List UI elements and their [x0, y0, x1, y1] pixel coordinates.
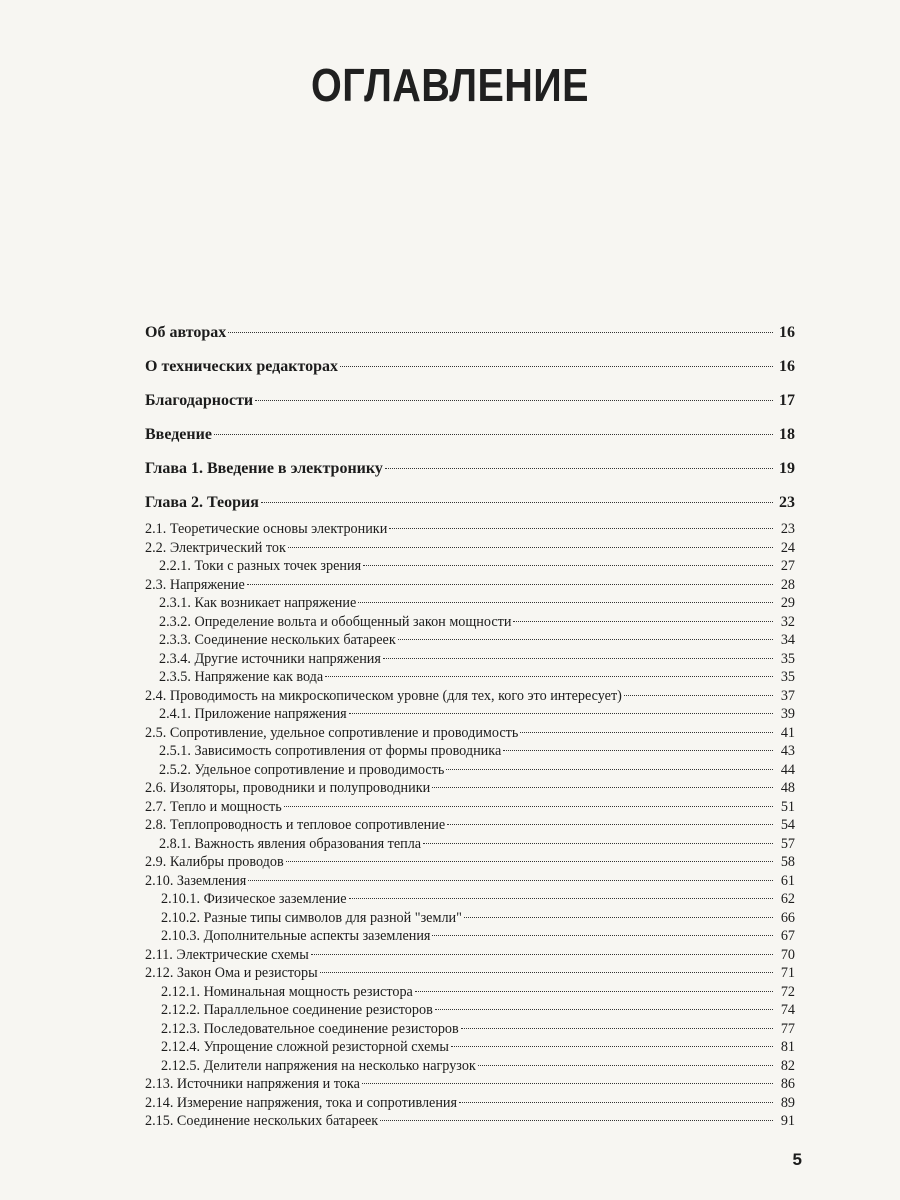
toc-entry[interactable]	[145, 1112, 795, 1131]
toc-entry-title: 2.3.5. Напряжение как вода	[159, 669, 324, 685]
table-of-contents	[145, 316, 795, 1131]
toc-entry-page: 17	[779, 392, 795, 409]
toc-entry-page: 16	[779, 324, 795, 341]
toc-entry-page: 29	[780, 595, 795, 611]
toc-entry-page: 54	[780, 817, 795, 833]
toc-entry-page: 72	[780, 983, 795, 1000]
toc-entry-title: 2.8. Теплопроводность и тепловое сопротивление	[145, 817, 446, 833]
toc-entry-page: 39	[780, 706, 795, 722]
toc-entry-page: 91	[780, 1113, 795, 1129]
toc-entry-page: 41	[780, 724, 795, 741]
toc-entry-page: 62	[780, 891, 795, 907]
toc-entry-page: 23	[780, 521, 795, 537]
dot-leader	[447, 824, 773, 825]
page-number: 5	[792, 1150, 802, 1169]
dot-leader	[248, 880, 773, 881]
toc-entry[interactable]	[145, 779, 795, 798]
dot-leader	[311, 954, 773, 955]
toc-entry[interactable]	[145, 631, 795, 650]
toc-entry[interactable]	[145, 853, 795, 872]
toc-entry[interactable]	[145, 872, 795, 891]
dot-leader	[288, 547, 773, 548]
toc-entry-page: 58	[780, 854, 795, 870]
toc-entry[interactable]	[145, 927, 795, 946]
toc-entry-title: 2.5.2. Удельное сопротивление и проводимость	[159, 761, 445, 778]
dot-leader	[325, 676, 773, 677]
dot-leader	[520, 732, 773, 733]
toc-entry-title: 2.3.1. Как возникает напряжение	[159, 595, 357, 611]
toc-entry-title: 2.10.3. Дополнительные аспекты заземления	[161, 928, 431, 944]
toc-entry[interactable]	[145, 650, 795, 669]
dot-leader	[513, 621, 773, 622]
toc-entry[interactable]	[145, 418, 795, 452]
toc-entry-title: 2.3.4. Другие источники напряжения	[159, 650, 381, 667]
toc-entry-title: 2.9. Калибры проводов	[145, 854, 284, 870]
dot-leader	[362, 1083, 773, 1084]
toc-entry-title: 2.12.1. Номинальная мощность резистора	[161, 983, 413, 1000]
toc-entry-page: 77	[780, 1020, 795, 1037]
toc-entry-title: 2.4. Проводимость на микроскопическом уровне (для тех, кого это интересует)	[145, 687, 622, 704]
toc-entry[interactable]	[145, 983, 795, 1002]
toc-entry-page: 67	[780, 928, 795, 944]
toc-entry-title: 2.12.3. Последовательное соединение резисторов	[161, 1020, 459, 1037]
dot-leader	[464, 917, 773, 918]
toc-entry-title: Об авторах	[145, 324, 227, 341]
dot-leader	[389, 528, 773, 529]
toc-entry[interactable]	[145, 946, 795, 965]
toc-entry[interactable]	[145, 668, 795, 687]
toc-entry-page: 89	[780, 1094, 795, 1111]
toc-entry[interactable]	[145, 539, 795, 558]
toc-entry-page: 48	[780, 780, 795, 796]
toc-entry-title: 2.5. Сопротивление, удельное сопротивление и проводимость	[145, 724, 519, 741]
dot-leader	[286, 861, 773, 862]
dot-leader	[459, 1102, 773, 1103]
toc-entry[interactable]	[145, 557, 795, 576]
dot-leader	[358, 602, 773, 603]
toc-entry[interactable]	[145, 384, 795, 418]
dot-leader	[432, 787, 773, 788]
toc-entry-page: 16	[779, 358, 795, 375]
toc-entry-page: 82	[780, 1057, 795, 1074]
dot-leader	[446, 769, 773, 770]
dot-leader	[398, 639, 773, 640]
toc-entry-title: 2.8.1. Важность явления образования тепла	[159, 835, 422, 852]
toc-entry-page: 81	[780, 1039, 795, 1055]
toc-entry-page: 74	[780, 1002, 795, 1018]
toc-entry-page: 51	[780, 798, 795, 815]
toc-entry[interactable]	[145, 890, 795, 909]
toc-entry[interactable]	[145, 742, 795, 761]
toc-entry-page: 19	[779, 460, 795, 477]
dot-leader	[415, 991, 773, 992]
dot-leader	[228, 332, 773, 333]
dot-leader	[503, 750, 773, 751]
toc-entry[interactable]	[145, 1001, 795, 1020]
dot-leader	[423, 843, 773, 844]
toc-entry-title: Благодарности	[145, 392, 254, 409]
toc-entry[interactable]	[145, 1057, 795, 1076]
toc-entry-page: 43	[780, 743, 795, 759]
dot-leader	[340, 366, 773, 367]
dot-leader	[432, 935, 773, 936]
toc-entry[interactable]	[145, 576, 795, 595]
toc-entry[interactable]	[145, 1020, 795, 1039]
dot-leader	[461, 1028, 773, 1029]
toc-entry-page: 27	[780, 558, 795, 574]
toc-entry-page: 71	[780, 965, 795, 981]
toc-entry[interactable]	[145, 761, 795, 780]
toc-entry-title: 2.6. Изоляторы, проводники и полупроводники	[145, 780, 431, 796]
toc-entry-title: 2.2.1. Токи с разных точек зрения	[159, 558, 362, 574]
toc-entry[interactable]	[145, 835, 795, 854]
toc-entry[interactable]	[145, 964, 795, 983]
toc-entry-title: 2.11. Электрические схемы	[145, 946, 309, 963]
toc-entry[interactable]	[145, 816, 795, 835]
toc-entry-title: 2.1. Теоретические основы электроники	[145, 521, 388, 537]
toc-entry[interactable]	[145, 724, 795, 743]
toc-entry-title: 2.4.1. Приложение напряжения	[159, 706, 347, 722]
dot-leader	[247, 584, 773, 585]
dot-leader	[624, 695, 773, 696]
toc-entry-title: 2.14. Измерение напряжения, тока и сопротивления	[145, 1094, 458, 1111]
toc-entry-title: 2.12.5. Делители напряжения на несколько нагрузок	[161, 1057, 476, 1074]
toc-entry-title: 2.3.2. Определение вольта и обобщенный закон мощности	[159, 613, 512, 630]
toc-entry[interactable]	[145, 1094, 795, 1113]
toc-entry-page: 32	[780, 613, 795, 630]
toc-entry[interactable]	[145, 452, 795, 486]
toc-entry-page: 35	[780, 669, 795, 685]
toc-entry[interactable]	[145, 520, 795, 539]
toc-entry[interactable]	[145, 909, 795, 928]
dot-leader	[385, 468, 773, 469]
toc-entry-page: 34	[780, 632, 795, 648]
toc-entry[interactable]	[145, 798, 795, 817]
toc-entry-page: 44	[780, 761, 795, 778]
toc-entry-title: 2.3. Напряжение	[145, 576, 245, 593]
toc-entry-title: 2.2. Электрический ток	[145, 539, 286, 556]
toc-entry-page: 61	[780, 872, 795, 889]
toc-entry[interactable]	[145, 350, 795, 384]
dot-leader	[383, 658, 773, 659]
toc-entry-title: 2.12.4. Упрощение сложной резисторной схемы	[161, 1039, 449, 1055]
dot-leader	[255, 400, 773, 401]
toc-entry-title: 2.10.1. Физическое заземление	[161, 891, 347, 907]
toc-entry[interactable]	[145, 705, 795, 724]
toc-entry[interactable]	[145, 1038, 795, 1057]
toc-entry-page: 23	[779, 494, 795, 511]
toc-entry-page: 66	[780, 909, 795, 926]
toc-entry-title: 2.13. Источники напряжения и тока	[145, 1076, 360, 1092]
dot-leader	[478, 1065, 773, 1066]
toc-entry-page: 28	[780, 576, 795, 593]
dot-leader	[380, 1120, 773, 1121]
toc-entry[interactable]	[145, 316, 795, 350]
toc-entry[interactable]	[145, 594, 795, 613]
toc-entry-page: 37	[780, 687, 795, 704]
dot-leader	[320, 972, 773, 973]
toc-entry-page: 24	[780, 539, 795, 556]
toc-entry-page: 70	[780, 946, 795, 963]
toc-entry-title: 2.7. Тепло и мощность	[145, 798, 282, 815]
page-title: ОГЛАВЛЕНИЕ	[311, 59, 589, 111]
toc-entry-page: 35	[780, 650, 795, 667]
toc-entry-title: 2.15. Соединение нескольких батареек	[145, 1113, 379, 1129]
dot-leader	[261, 502, 773, 503]
dot-leader	[363, 565, 773, 566]
dot-leader	[349, 713, 773, 714]
toc-entry-title: Введение	[145, 426, 212, 443]
toc-entry-title: 2.12. Закон Ома и резисторы	[145, 965, 318, 981]
dot-leader	[284, 806, 773, 807]
toc-entry-title: Глава 1. Введение в электронику	[145, 460, 383, 477]
toc-entry[interactable]	[145, 1075, 795, 1094]
dot-leader	[349, 898, 773, 899]
toc-entry[interactable]	[145, 486, 795, 520]
toc-entry[interactable]	[145, 613, 795, 632]
toc-entry-title: О технических редакторах	[145, 358, 339, 375]
toc-entry-title: 2.3.3. Соединение нескольких батареек	[159, 632, 396, 648]
toc-entry-title: 2.12.2. Параллельное соединение резисторов	[161, 1002, 433, 1018]
dot-leader	[214, 434, 773, 435]
toc-entry-page: 18	[779, 426, 795, 443]
dot-leader	[451, 1046, 773, 1047]
dot-leader	[435, 1009, 773, 1010]
toc-entry-title: 2.5.1. Зависимость сопротивления от формы проводника	[159, 743, 502, 759]
toc-entry-page: 86	[780, 1076, 795, 1092]
toc-entry[interactable]	[145, 687, 795, 706]
toc-entry-title: 2.10. Заземления	[145, 872, 247, 889]
toc-entry-page: 57	[780, 835, 795, 852]
toc-entry-title: 2.10.2. Разные типы символов для разной "земли"	[161, 909, 462, 926]
toc-entry-title: Глава 2. Теория	[145, 494, 259, 511]
